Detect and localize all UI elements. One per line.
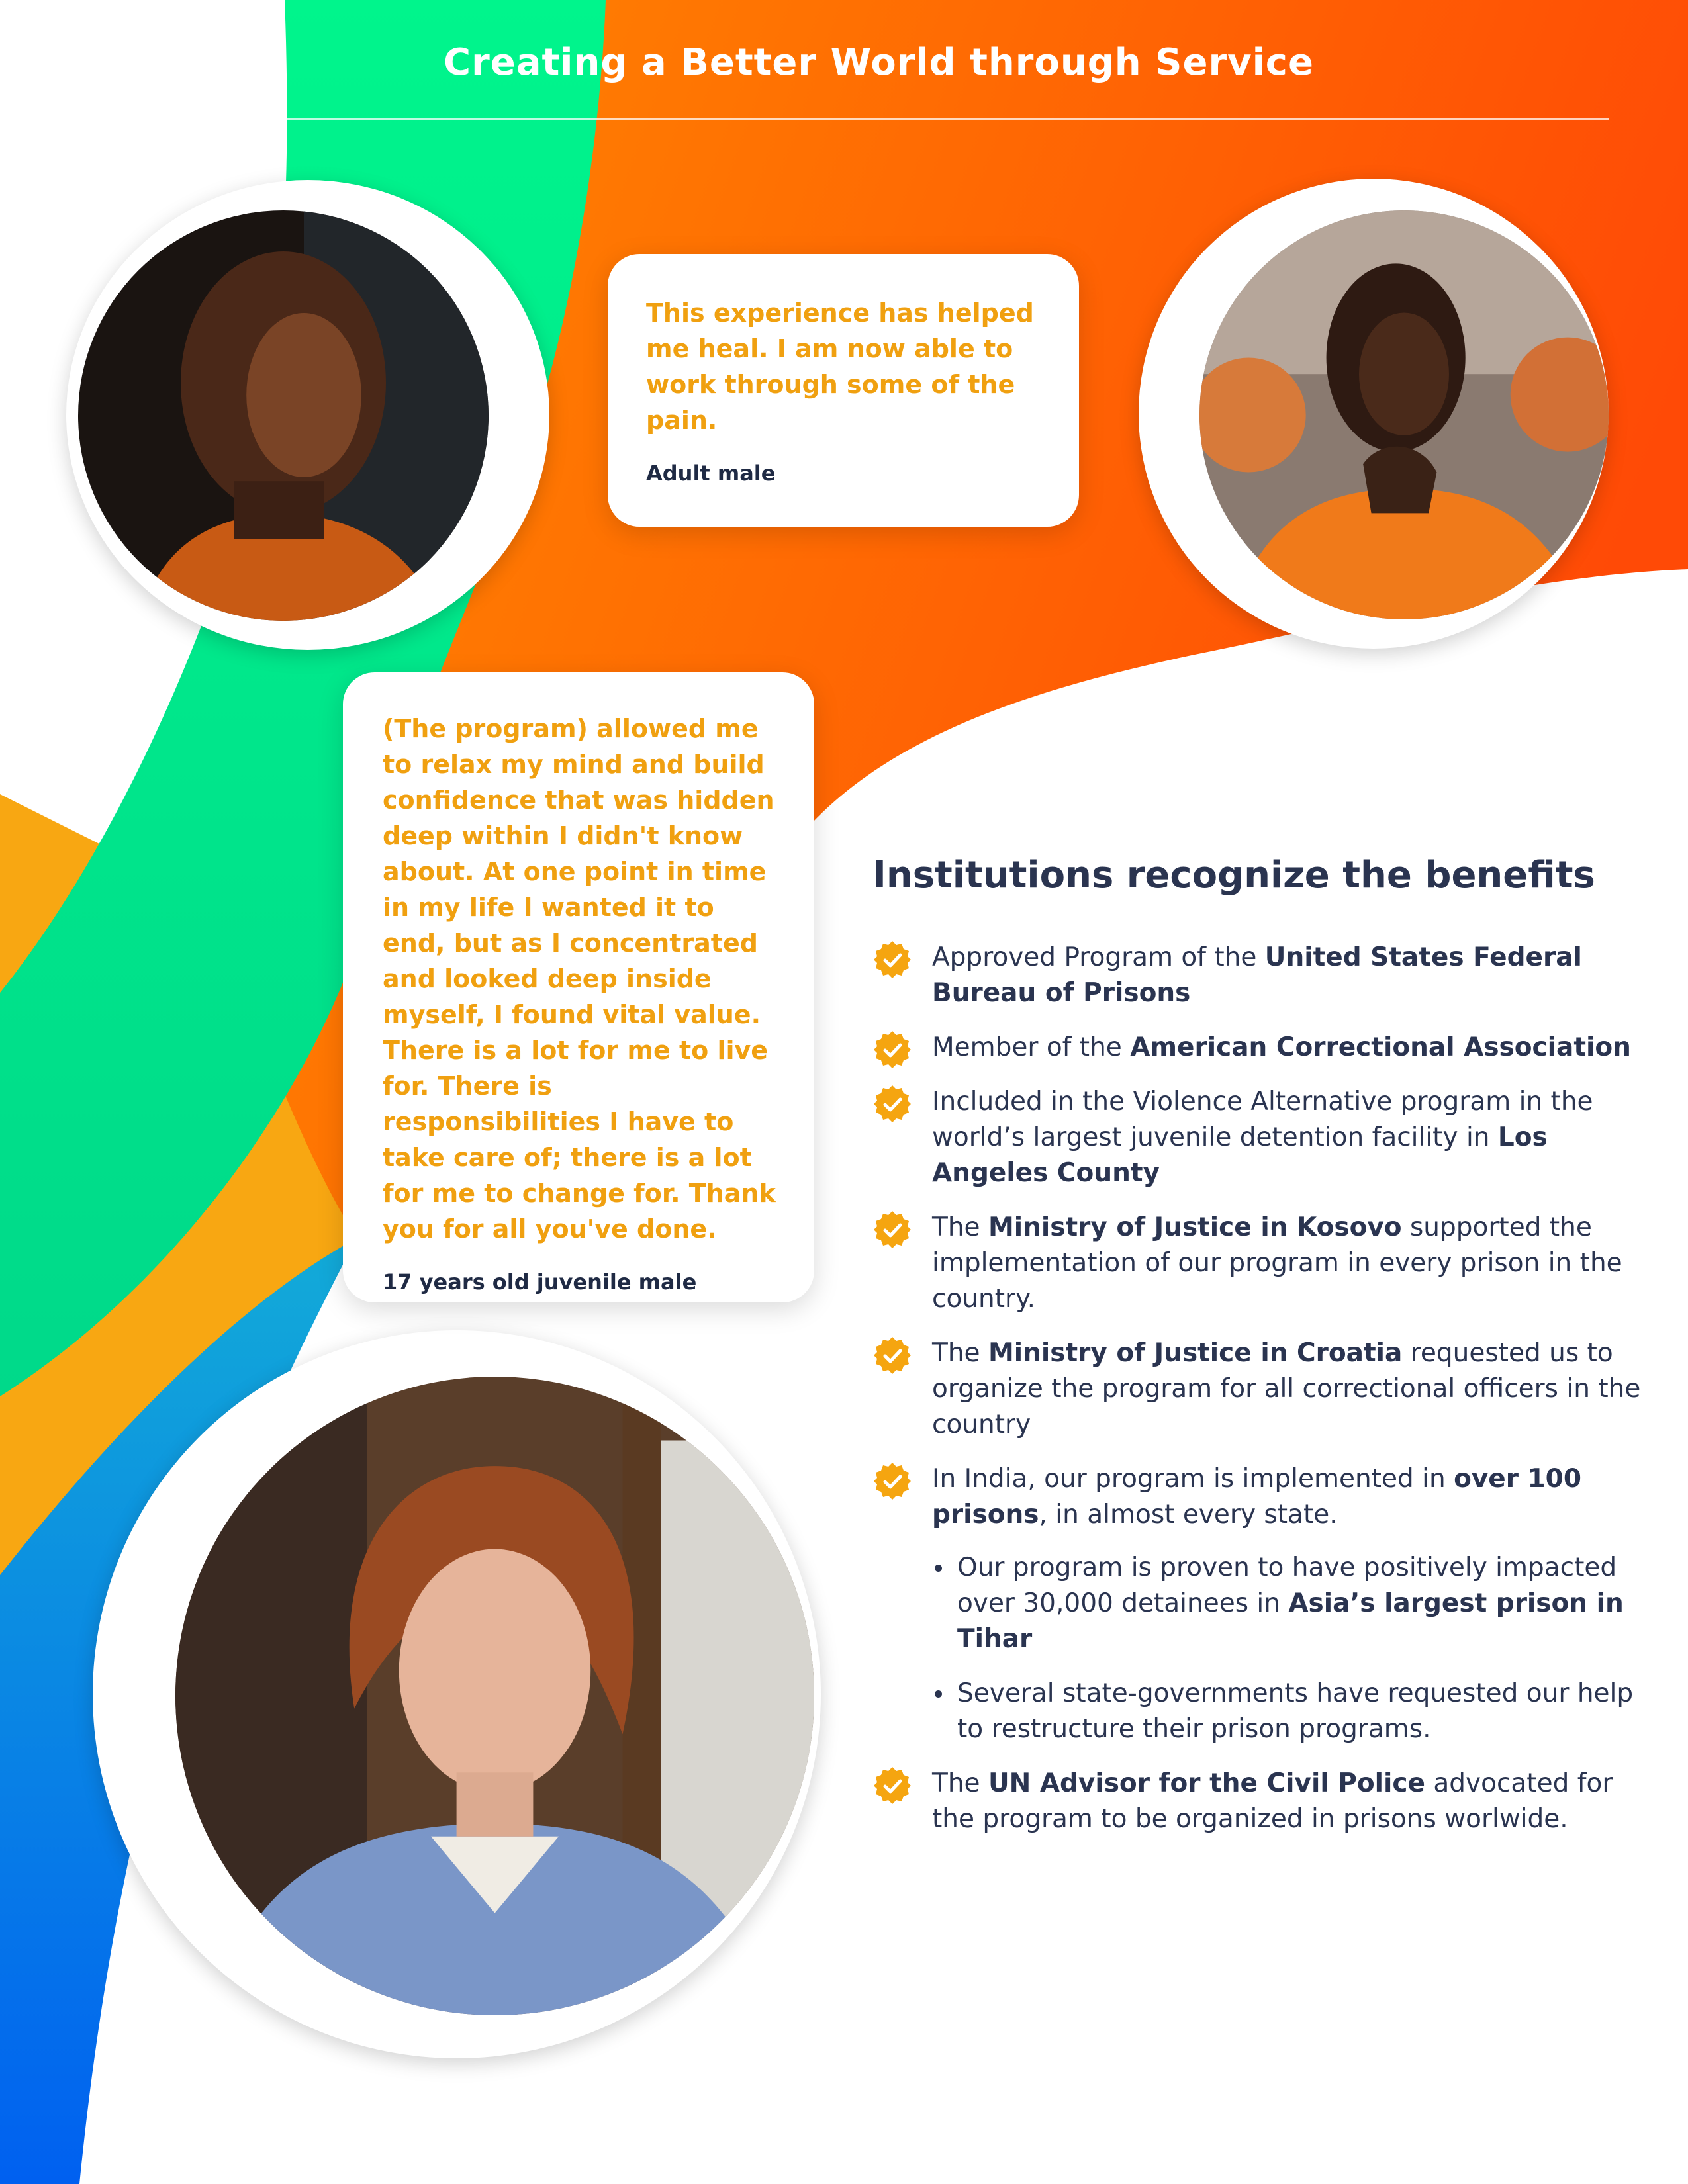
quote-card-juvenile-male [343, 672, 814, 1302]
check-badge-icon [872, 1461, 912, 1501]
bullet-dot [935, 1690, 942, 1698]
check-badge-icon [872, 1766, 912, 1805]
quote-text: This experience has helped me heal. I am now able to work through some of the pain. [646, 298, 1034, 435]
benefit-item: Approved Program of the United States Federal Bureau of Prisons [872, 940, 1654, 1011]
benefit-item-india: In India, our program is implemented in over 100 prisons, in almost every state. Our program is proven to have positively impacted over 30,000 detainees in Asia’s largest prison in Tihar Several state-governments have requested our help to restructure their prison programs. [872, 1461, 1654, 1747]
benefit-item: The Ministry of Justice in Croatia requested us to organize the program for all correctional officers in the country [872, 1336, 1654, 1443]
check-badge-icon [872, 1336, 912, 1375]
check-badge-icon [872, 940, 912, 979]
quote-author: Adult male [646, 461, 776, 486]
photo-woman-blue-scrubs [175, 1377, 814, 2015]
title-divider [285, 118, 1609, 120]
benefits-list [872, 940, 1654, 1856]
photo-adult-male [78, 210, 489, 621]
benefit-item: The Ministry of Justice in Kosovo supported the implementation of our program in every prison in the country. [872, 1210, 1654, 1317]
check-badge-icon [872, 1030, 912, 1069]
bullet-dot [935, 1565, 942, 1572]
benefit-item: The UN Advisor for the Civil Police advocated for the program to be organized in prisons worlwide. [872, 1766, 1654, 1837]
check-badge-icon [872, 1084, 912, 1124]
check-badge-icon [872, 1210, 912, 1250]
benefit-item: Included in the Violence Alternative program in the world’s largest juvenile detention facility in Los Angeles County [872, 1084, 1654, 1191]
sub-list-item: Our program is proven to have positively impacted over 30,000 detainees in Asia’s largest prison in Tihar [932, 1550, 1654, 1657]
page-title: Creating a Better World through Service [444, 41, 1314, 84]
quote-text: (The program) allowed me to relax my mind and build confidence that was hidden deep within I didn't know about. At one point in time in my life I wanted it to end, but as I concentrated and looked deep inside myself, I found vital value. There is a lot for me to live for. There is responsibilities I have to take care of; there is a lot for me to change for. Thank you for all you've done. [383, 714, 776, 1244]
sub-list-item: Several state-governments have requested our help to restructure their prison programs. [932, 1676, 1654, 1747]
quote-card-adult-male [608, 254, 1079, 527]
quote-author: 17 years old juvenile male [383, 1269, 697, 1295]
benefit-item: Member of the American Correctional Association [872, 1030, 1654, 1066]
benefits-heading: Institutions recognize the benefits [872, 854, 1595, 897]
photo-youth-orange-uniform [1199, 210, 1609, 619]
india-sub-list [932, 1550, 1654, 1747]
